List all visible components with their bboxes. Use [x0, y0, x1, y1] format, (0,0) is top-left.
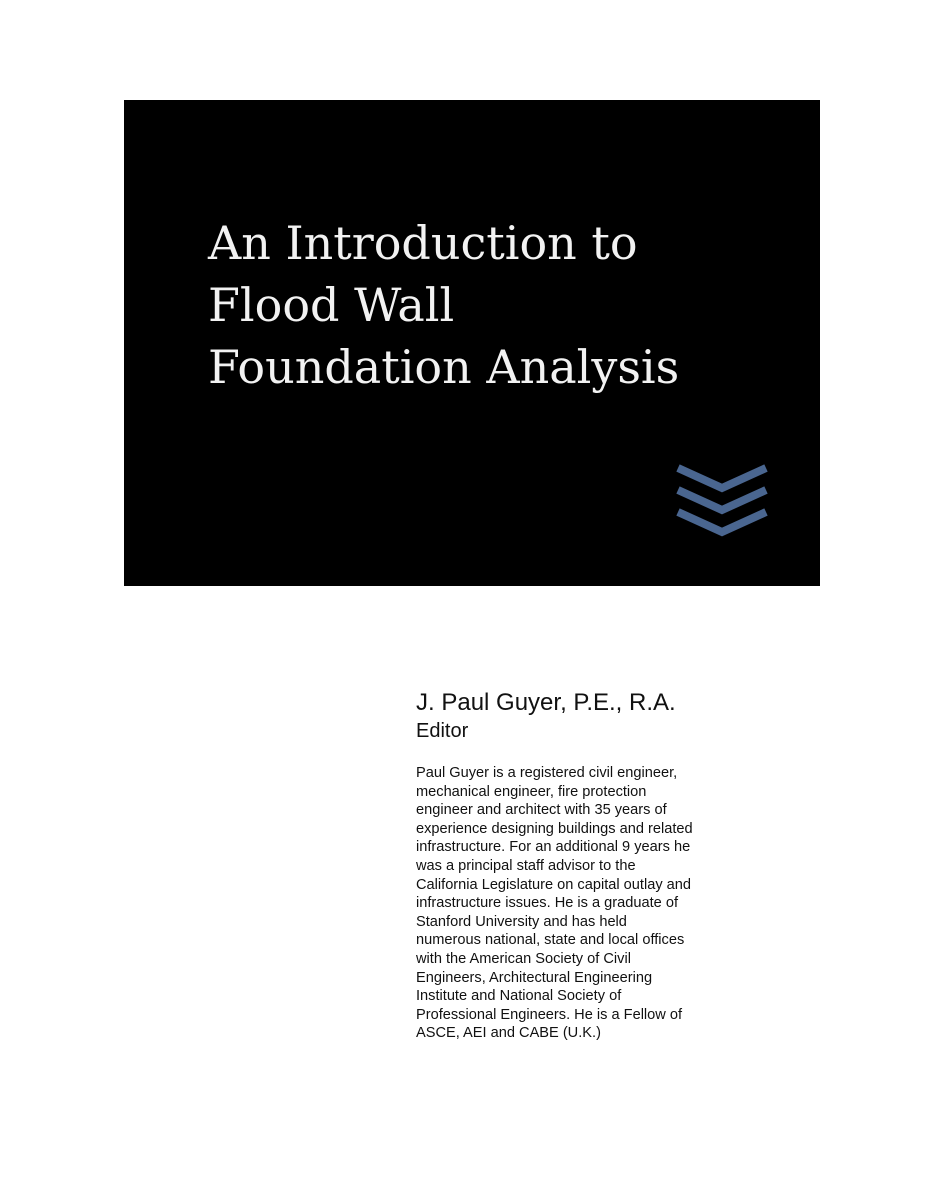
- bio-line: Stanford University and has held: [416, 913, 627, 930]
- bio-line: Engineers, Architectural Engineering: [416, 969, 653, 986]
- title-block: [124, 100, 820, 586]
- bio-line: engineer and architect with 35 years of: [416, 802, 667, 819]
- bio-line: with the American Society of Civil: [416, 950, 631, 967]
- author-role: Editor: [416, 720, 469, 742]
- bio-line: mechanical engineer, fire protection: [416, 783, 647, 800]
- book-title: [208, 212, 788, 398]
- bio-line: numerous national, state and local offices: [416, 932, 685, 949]
- author-name: J. Paul Guyer, P.E., R.A.: [416, 689, 676, 716]
- author-section: [416, 688, 816, 1043]
- bio-line: Institute and National Society of: [416, 988, 622, 1005]
- author-bio: [416, 764, 816, 1043]
- bio-line: ASCE, AEI and CABE (U.K.): [416, 1025, 601, 1042]
- bio-line: Paul Guyer is a registered civil engineer,: [416, 765, 678, 781]
- title-line-3: Foundation Analysis: [208, 340, 680, 394]
- title-line-1: An Introduction to: [208, 216, 638, 270]
- triple-chevron-down-icon: [674, 464, 770, 540]
- bio-line: Professional Engineers. He is a Fellow of: [416, 1006, 683, 1023]
- bio-line: infrastructure. For an additional 9 years he: [416, 839, 691, 856]
- bio-line: California Legislature on capital outlay and: [416, 876, 692, 893]
- bio-line: infrastructure issues. He is a graduate of: [416, 895, 679, 912]
- title-line-2: Flood Wall: [208, 278, 455, 332]
- bio-line: experience designing buildings and related: [416, 820, 693, 837]
- bio-line: was a principal staff advisor to the: [416, 857, 636, 874]
